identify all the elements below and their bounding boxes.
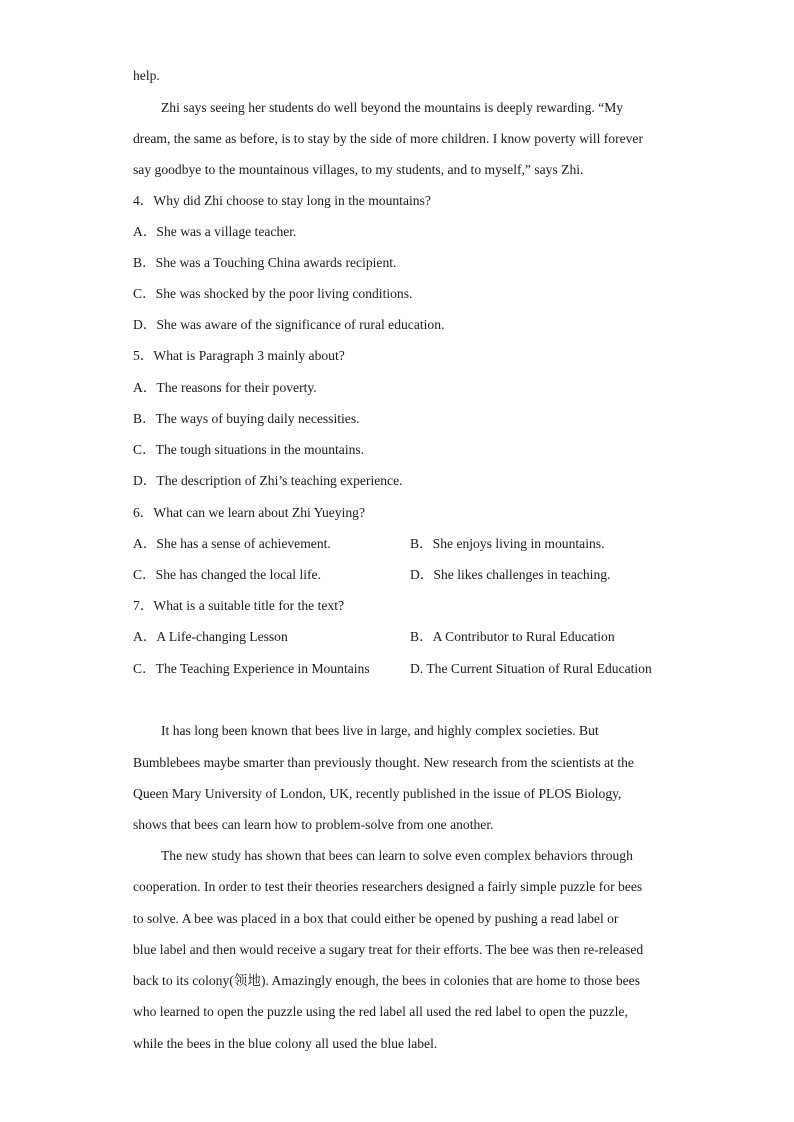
- question-5-option-d: D．The description of Zhi’s teaching experience.: [133, 473, 403, 488]
- passage-line: say goodbye to the mountainous villages, to my students, and to myself,” says Zhi.: [133, 162, 584, 177]
- passage-line: to solve. A bee was placed in a box that could either be opened by pushing a read label or: [133, 911, 619, 926]
- passage-line: who learned to open the puzzle using the red label all used the red label to open the puzzle,: [133, 1004, 628, 1019]
- passage-line: dream, the same as before, is to stay by the side of more children. I know poverty will forever: [133, 131, 643, 146]
- passage-line: shows that bees can learn how to problem-solve from one another.: [133, 817, 494, 832]
- question-7-option-c: C．The Teaching Experience in Mountains: [133, 661, 370, 676]
- question-7-option-d: D. The Current Situation of Rural Education: [410, 661, 652, 676]
- question-5-option-b: B．The ways of buying daily necessities.: [133, 411, 360, 426]
- question-4-stem: 4．Why did Zhi choose to stay long in the mountains?: [133, 193, 431, 208]
- question-6-option-b: B．She enjoys living in mountains.: [410, 536, 605, 551]
- question-4-option-a: A．She was a village teacher.: [133, 224, 297, 239]
- question-4-option-d: D．She was aware of the significance of rural education.: [133, 317, 445, 332]
- passage-line: help.: [133, 68, 160, 83]
- question-7-stem: 7．What is a suitable title for the text?: [133, 598, 345, 613]
- passage-line: blue label and then would receive a sugary treat for their efforts. The bee was then re-released: [133, 942, 644, 957]
- passage-line: Queen Mary University of London, UK, recently published in the issue of PLOS Biology,: [133, 786, 622, 801]
- question-7-option-a: A．A Life-changing Lesson: [133, 629, 288, 644]
- passage-line: The new study has shown that bees can learn to solve even complex behaviors through: [161, 848, 633, 863]
- passage-line: It has long been known that bees live in large, and highly complex societies. But: [161, 723, 599, 738]
- passage-line: Bumblebees maybe smarter than previously thought. New research from the scientists at the: [133, 755, 634, 770]
- question-6-stem: 6．What can we learn about Zhi Yueying?: [133, 505, 366, 520]
- passage-line: while the bees in the blue colony all used the blue label.: [133, 1036, 438, 1051]
- question-6-option-c: C．She has changed the local life.: [133, 567, 321, 582]
- passage-line: Zhi says seeing her students do well beyond the mountains is deeply rewarding. “My: [161, 100, 624, 115]
- question-6-option-a: A．She has a sense of achievement.: [133, 536, 331, 551]
- question-4-option-b: B．She was a Touching China awards recipient.: [133, 255, 397, 270]
- question-5-option-c: C．The tough situations in the mountains.: [133, 442, 365, 457]
- question-5-stem: 5．What is Paragraph 3 mainly about?: [133, 348, 345, 363]
- question-7-option-b: B．A Contributor to Rural Education: [410, 629, 615, 644]
- question-4-option-c: C．She was shocked by the poor living conditions.: [133, 286, 413, 301]
- passage-line: cooperation. In order to test their theories researchers designed a fairly simple puzzle for bees: [133, 879, 643, 894]
- question-6-option-d: D．She likes challenges in teaching.: [410, 567, 611, 582]
- passage-line: back to its colony(领地). Amazingly enough, the bees in colonies that are home to those bees: [133, 973, 640, 988]
- question-5-option-a: A．The reasons for their poverty.: [133, 380, 317, 395]
